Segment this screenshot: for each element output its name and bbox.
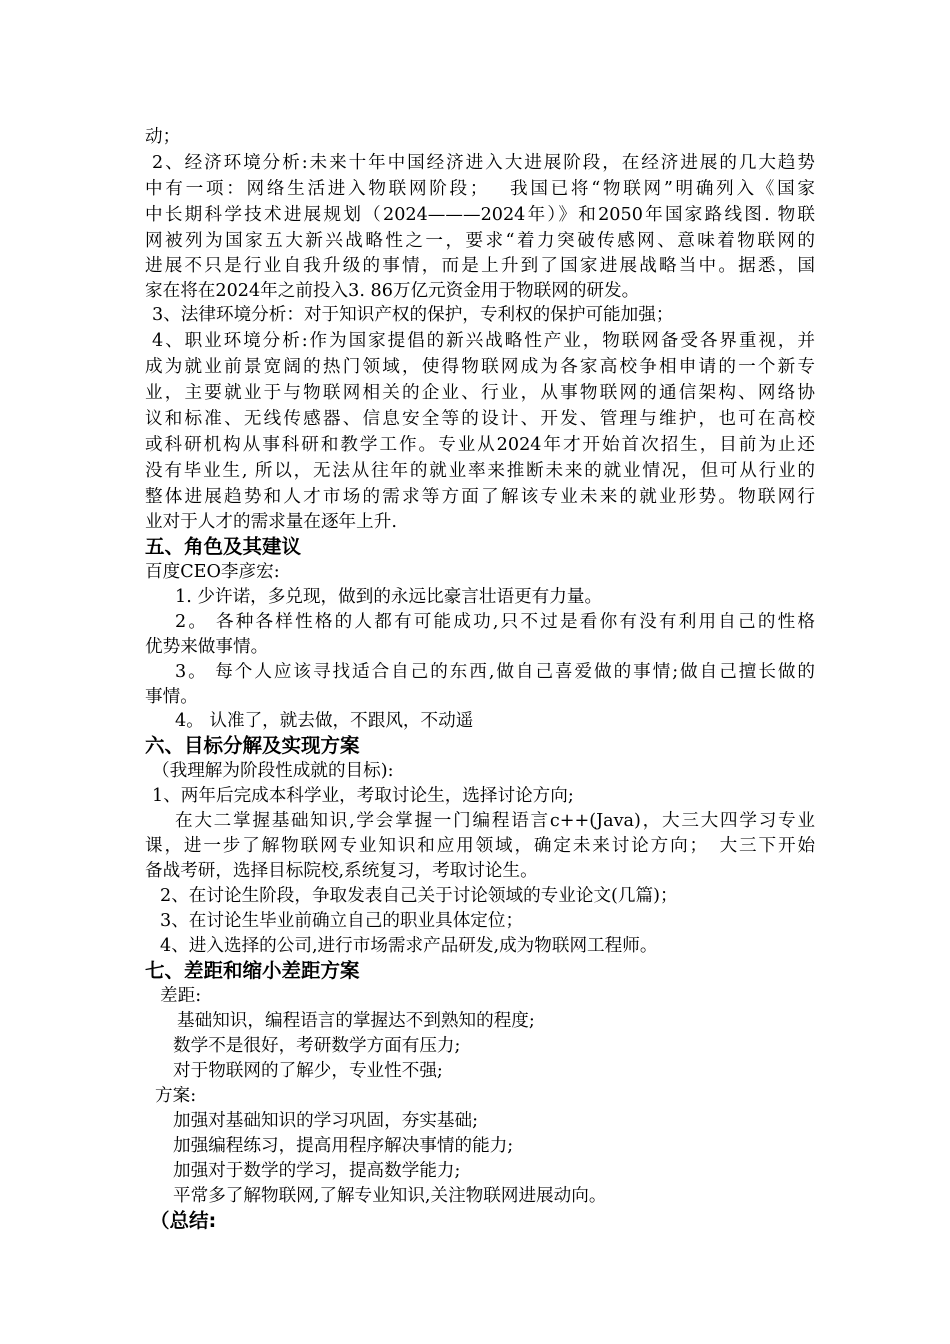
paragraph-line: 业对于人才的需求量在逐年上升. bbox=[145, 512, 397, 532]
list-item: 3、在讨论生毕业前确立自己的职业具体定位； bbox=[160, 911, 524, 931]
list-item: 平常多了解物联网,了解专业知识,关注物联网进展动向。 bbox=[173, 1186, 607, 1206]
paragraph-line: 差距: bbox=[160, 986, 202, 1006]
list-item: 基础知识，编程语言的掌握达不到熟知的程度; bbox=[177, 1011, 535, 1031]
list-item: 4、进入选择的公司,进行市场需求产品研发,成为物联网工程师。 bbox=[160, 936, 658, 956]
paragraph-line: 课，进一步了解物联网专业知识和应用领域，确定未来讨论方向； 大三下开始 bbox=[145, 836, 815, 856]
paragraph-line: 中有一项：网络生活进入物联网阶段； 我国已将“物联网”明确列入《国家 bbox=[145, 179, 815, 199]
section-heading: 五、角色及其建议 bbox=[145, 535, 302, 558]
list-item: 3。 每个人应该寻找适合自己的东西,做自己喜爱做的事情;做自己擅长做的 bbox=[175, 662, 815, 682]
paragraph-line: 百度CEO李彦宏: bbox=[145, 562, 280, 582]
paragraph-line: 动； bbox=[145, 127, 181, 147]
list-item: 1、两年后完成本科学业，考取讨论生，选择讨论方向; bbox=[152, 786, 574, 806]
paragraph-line: 事情。 bbox=[145, 687, 198, 707]
list-item: 4。 认准了，就去做，不跟风，不动遥 bbox=[175, 711, 474, 731]
paragraph-line: 2、经济环境分析:未来十年中国经济进入大进展阶段，在经济进展的几大趋势 bbox=[152, 153, 815, 173]
paragraph-line: 备战考研，选择目标院校,系统复习，考取讨论生。 bbox=[145, 861, 538, 881]
paragraph-line: 成为就业前景宽阔的热门领域，使得物联网成为各家高校争相申请的一个新专 bbox=[145, 357, 815, 377]
section-heading: 六、目标分解及实现方案 bbox=[145, 734, 360, 757]
paragraph-line: 方案: bbox=[155, 1086, 197, 1106]
list-item: 2。 各种各样性格的人都有可能成功,只不过是看你有没有利用自己的性格 bbox=[175, 612, 815, 632]
paragraph-line: 4、职业环境分析:作为国家提倡的新兴战略性产业，物联网备受各界重视，并 bbox=[152, 331, 815, 351]
paragraph-line: 没有毕业生, 所以，无法从往年的就业率来推断未来的就业情况，但可从行业的 bbox=[145, 461, 815, 481]
paragraph-line: 优势来做事情。 bbox=[145, 637, 269, 657]
paragraph-line: 业，主要就业于与物联网相关的企业、行业，从事物联网的通信架构、网络协 bbox=[145, 383, 815, 403]
list-item: 加强编程练习，提高用程序解决事情的能力; bbox=[173, 1136, 514, 1156]
paragraph-line: 议和标准、无线传感器、信息安全等的设计、开发、管理与维护，也可在高校 bbox=[145, 409, 815, 429]
paragraph-line: 整体进展趋势和人才市场的需求等方面了解该专业未来的就业形势。物联网行 bbox=[145, 487, 815, 507]
list-item: 加强对于数学的学习，提高数学能力; bbox=[173, 1161, 461, 1181]
list-item: 2、在讨论生阶段，争取发表自己关于讨论领域的专业论文(几篇)； bbox=[160, 886, 678, 906]
list-item: 1. 少许诺，多兑现，做到的永远比豪言壮语更有力量。 bbox=[175, 587, 603, 607]
paragraph-line: 进展不只是行业自我升级的事情，而是上升到了国家进展战略当中。据悉，国 bbox=[145, 256, 815, 276]
paragraph-line: 在大二掌握基础知识,学会掌握一门编程语言c++(Java)，大三大四学习专业 bbox=[175, 811, 815, 831]
list-item: 数学不是很好，考研数学方面有压力; bbox=[173, 1036, 461, 1056]
paragraph-line: 中长期科学技术进展规划（2024———2024年）》和2050年国家路线图. 物联 bbox=[145, 205, 815, 225]
section-heading: （总结: bbox=[150, 1209, 217, 1232]
paragraph-line: 或科研机构从事科研和教学工作。专业从2024年才开始首次招生，目前为止还 bbox=[145, 435, 815, 455]
paragraph-line: 家在将在2024年之前投入3. 86万亿元资金用于物联网的研发。 bbox=[145, 281, 640, 301]
list-item: 加强对基础知识的学习巩固，夯实基础; bbox=[173, 1111, 479, 1131]
section-heading: 七、差距和缩小差距方案 bbox=[145, 959, 360, 982]
paragraph-line: 网被列为国家五大新兴战略性之一，要求“着力突破传感网、意味着物联网的 bbox=[145, 231, 815, 251]
list-item: 对于物联网的了解少，专业性不强; bbox=[173, 1061, 443, 1081]
paragraph-line: 3、法律环境分析：对于知识产权的保护，专利权的保护可能加强； bbox=[152, 305, 674, 325]
paragraph-line: （我理解为阶段性成就的目标): bbox=[152, 761, 394, 781]
